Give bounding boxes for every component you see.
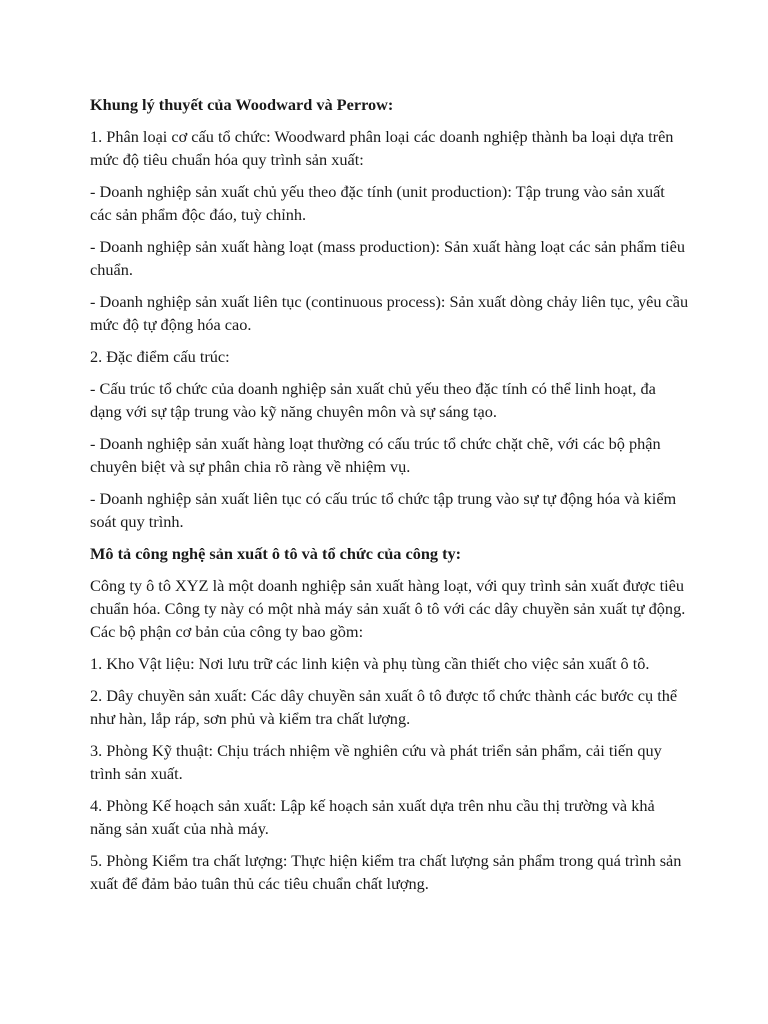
- paragraph-structure-continuous: - Doanh nghiệp sản xuất liên tục có cấu trúc tổ chức tập trung vào sự tự động hóa và kiểm soát quy trình.: [90, 489, 677, 531]
- paragraph-structure-mass: - Doanh nghiệp sản xuất hàng loạt thường có cấu trúc tổ chức chặt chẽ, với các bộ phận chuyên biệt và sự phân chia rõ ràng về nhiệm vụ.: [90, 434, 661, 476]
- paragraph-mass-production: - Doanh nghiệp sản xuất hàng loạt (mass production): Sản xuất hàng loạt các sản phẩm tiêu chuẩn.: [90, 237, 686, 279]
- paragraph-quality-control: 5. Phòng Kiểm tra chất lượng: Thực hiện kiểm tra chất lượng sản phẩm trong quá trình sản xuất để đảm bảo tuân thủ các tiêu chuẩn chất lượng.: [90, 851, 682, 893]
- document-body: [90, 93, 690, 904]
- section-heading-woodward-perrow: Khung lý thuyết của Woodward và Perrow:: [90, 95, 394, 114]
- paragraph-continuous-process: - Doanh nghiệp sản xuất liên tục (continuous process): Sản xuất dòng chảy liên tục, yêu cầu mức độ tự động hóa cao.: [90, 292, 689, 334]
- paragraph-materials-warehouse: 1. Kho Vật liệu: Nơi lưu trữ các linh kiện và phụ tùng cần thiết cho việc sản xuất ô tô.: [90, 654, 650, 673]
- paragraph-production-planning: 4. Phòng Kế hoạch sản xuất: Lập kế hoạch sản xuất dựa trên nhu cầu thị trường và khả năng sản xuất của nhà máy.: [90, 796, 655, 838]
- paragraph-structure-characteristics: 2. Đặc điểm cấu trúc:: [90, 347, 230, 366]
- paragraph-structure-unit: - Cấu trúc tổ chức của doanh nghiệp sản xuất chủ yếu theo đặc tính có thể linh hoạt, đa dạng với sự tập trung vào kỹ năng chuyên môn và sự sáng tạo.: [90, 379, 656, 421]
- paragraph-classification: 1. Phân loại cơ cấu tổ chức: Woodward phân loại các doanh nghiệp thành ba loại dựa trên mức độ tiêu chuẩn hóa quy trình sản xuất:: [90, 127, 674, 169]
- paragraph-unit-production: - Doanh nghiệp sản xuất chủ yếu theo đặc tính (unit production): Tập trung vào sản xuất các sản phẩm độc đáo, tuỳ chỉnh.: [90, 182, 665, 224]
- paragraph-production-line: 2. Dây chuyền sản xuất: Các dây chuyền sản xuất ô tô được tổ chức thành các bước cụ thể như hàn, lắp ráp, sơn phủ và kiểm tra chất lượng.: [90, 686, 678, 728]
- paragraph-engineering-department: 3. Phòng Kỹ thuật: Chịu trách nhiệm về nghiên cứu và phát triển sản phẩm, cải tiến quy trình sản xuất.: [90, 741, 662, 783]
- section-heading-car-manufacturing: Mô tả công nghệ sản xuất ô tô và tổ chức của công ty:: [90, 544, 462, 563]
- paragraph-company-overview: Công ty ô tô XYZ là một doanh nghiệp sản xuất hàng loạt, với quy trình sản xuất được tiêu chuẩn hóa. Công ty này có một nhà máy sản xuất ô tô với các dây chuyền sản xuất tự động. Các bộ phận cơ bản của công ty bao gồm:: [90, 576, 686, 641]
